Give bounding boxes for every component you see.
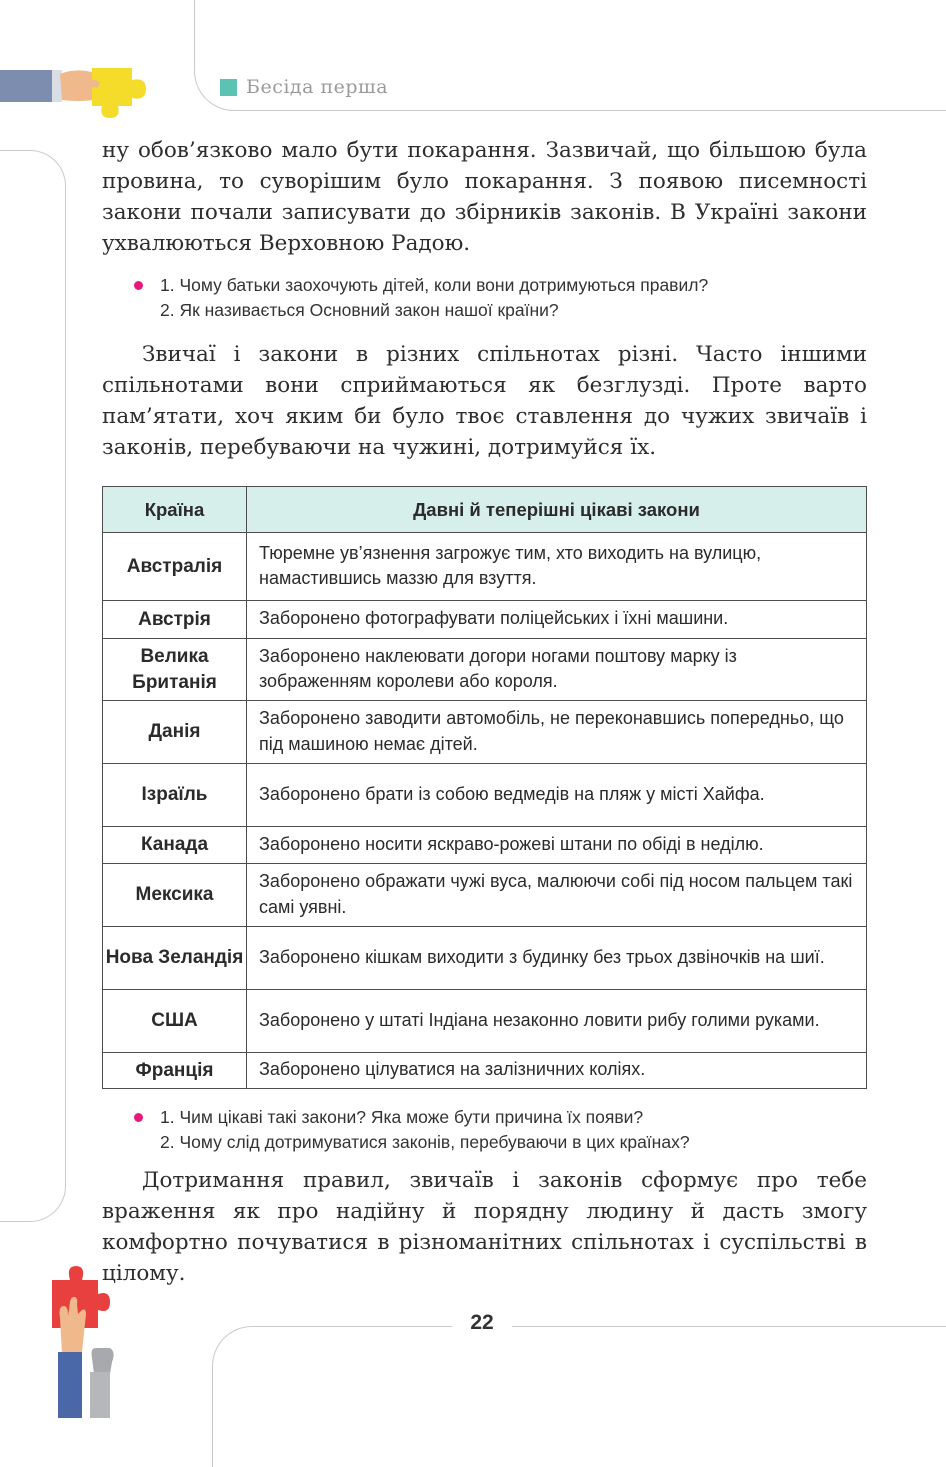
law-cell: Заборонено фотографувати поліцейських і їхні машини. <box>247 601 867 639</box>
questions-block-2 <box>132 1105 872 1155</box>
hands-puzzle-illustration-bottom <box>40 1262 130 1418</box>
hand-puzzle-illustration-top <box>0 62 160 122</box>
bullet-icon <box>134 281 143 290</box>
law-cell: Заборонено кішкам виходити з будинку без трьох дзвіночків на шиї. <box>247 927 867 990</box>
law-cell: Заборонено носити яскраво-рожеві штани по обіді в неділю. <box>247 827 867 864</box>
page-frame-left <box>0 150 66 1222</box>
law-cell: Заборонено наклеювати догори ногами поштову марку із зображенням королеви або короля. <box>247 639 867 701</box>
bullet-icon <box>134 1113 143 1122</box>
header-country: Країна <box>103 487 247 533</box>
country-cell: Мексика <box>103 864 247 927</box>
question-item: 2. Як називається Основний закон нашої країни? <box>160 300 559 320</box>
table-row <box>103 827 867 864</box>
table-row <box>103 533 867 601</box>
paragraph-3 <box>102 1165 867 1289</box>
question-item: 1. Чим цікаві такі закони? Яка може бути причина їх появи? <box>160 1107 644 1127</box>
table-row <box>103 601 867 639</box>
table-header-row <box>103 487 867 533</box>
law-cell: Заборонено цілуватися на залізничних коліях. <box>247 1053 867 1089</box>
table-row <box>103 639 867 701</box>
country-cell: Ізраїль <box>103 764 247 827</box>
law-cell: Заборонено ображати чужі вуса, малюючи собі під носом пальцем такі самі уявні. <box>247 864 867 927</box>
law-cell: Заборонено брати із собою ведмедів на пляж у місті Хайфа. <box>247 764 867 827</box>
country-cell: Франція <box>103 1053 247 1089</box>
law-cell: Заборонено заводити автомобіль, не переконавшись попередньо, що під машиною немає дітей. <box>247 701 867 764</box>
law-cell: Тюремне ув’язнення загрожує тим, хто виходить на вулицю, намастившись маззю для взуття. <box>247 533 867 601</box>
paragraph-1: ну обов’язково мало бути покарання. Зазвичай, що більшою була провина, то суворішим було покарання. З появою писемності закони почали записувати до збірників законів. В Україні закони ухвалюються Верховною Радою. <box>102 138 867 256</box>
section-label: Бесіда перша <box>246 76 389 98</box>
table-row <box>103 764 867 827</box>
table-row <box>103 990 867 1053</box>
country-cell: Австрія <box>103 601 247 639</box>
question-item: 1. Чому батьки заохочують дітей, коли вони дотримуються правил? <box>160 275 709 295</box>
paragraph-2 <box>102 339 867 463</box>
law-cell: Заборонено у штаті Індіана незаконно ловити рибу голими руками. <box>247 990 867 1053</box>
table-row <box>103 927 867 990</box>
country-cell: Нова Зеландія <box>103 927 247 990</box>
country-cell: США <box>103 990 247 1053</box>
country-cell: Австралія <box>103 533 247 601</box>
page-number: 22 <box>452 1311 512 1335</box>
section-header <box>220 76 388 98</box>
laws-table <box>102 486 867 1089</box>
page-frame-bottom <box>212 1326 946 1467</box>
table-row <box>103 1053 867 1089</box>
table-row <box>103 864 867 927</box>
questions-block-1 <box>132 273 872 323</box>
paragraph-3-text: Дотримання правил, звичаїв і законів сформує про тебе враження як про надійну й порядну людину й дасть змогу комфортно почуватися в різноманітних спільнотах і суспільстві в цілому. <box>102 1168 867 1286</box>
country-cell: Канада <box>103 827 247 864</box>
table-row <box>103 701 867 764</box>
question-item: 2. Чому слід дотримуватися законів, перебуваючи в цих країнах? <box>160 1132 690 1152</box>
paragraph-2-text: Звичаї і закони в різних спільнотах різні. Часто іншими спільнотами вони сприймаються як безглузді. Проте варто пам’ятати, хоч яким би було твоє ставлення до чужих звичаїв і законів, перебуваючи на чужині, дотримуйся їх. <box>102 342 867 460</box>
section-marker-icon <box>220 79 237 96</box>
country-cell: Велика Британія <box>103 639 247 701</box>
country-cell: Данія <box>103 701 247 764</box>
header-laws: Давні й теперішні цікаві закони <box>247 487 867 533</box>
